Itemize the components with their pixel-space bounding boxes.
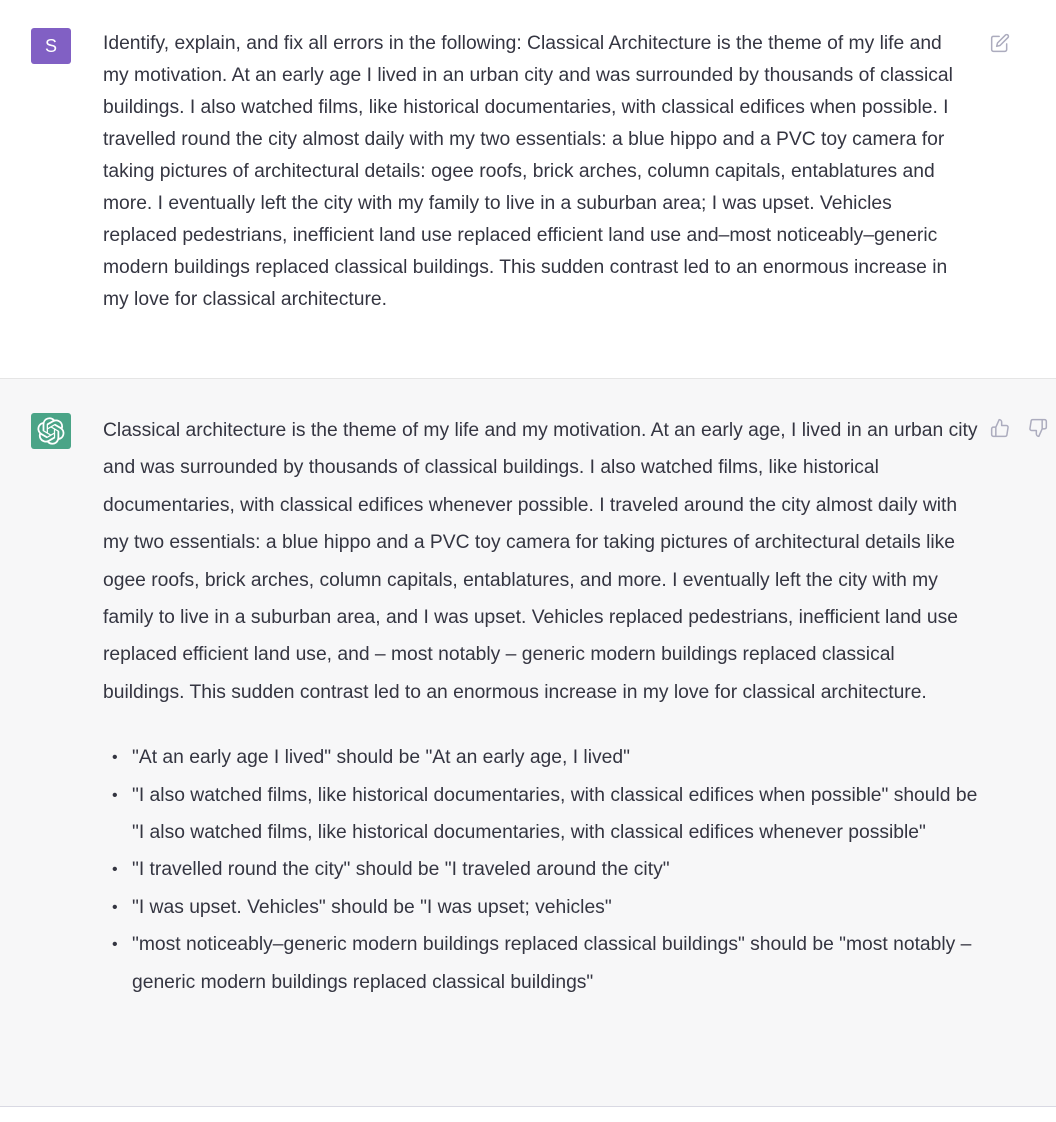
error-list [103,739,978,1001]
assistant-message-body [103,412,978,1001]
user-avatar-letter: S [44,35,57,56]
error-list-item: • "I also watched films, like historical documentaries, with classical edifices when possible" should be "I also watched films, like historical documentaries, with classical edifices whenever possible" [112,784,978,844]
user-avatar [31,28,71,64]
assistant-avatar [31,413,71,449]
corrected-paragraph: Classical architecture is the theme of my life and my motivation. At an early age, I lived in an urban city and was surrounded by thousands of classical buildings. I also watched films, like historical documentaries, with classical edifices whenever possible. I traveled around the city almost daily with my two essentials: a blue hippo and a PVC toy camera for taking pictures of architectural details like ogee roofs, brick arches, column capitals, entablatures, and more. I eventually left the city with my family to live in a suburban area, and I was upset. Vehicles replaced pedestrians, inefficient land use replaced efficient land use, and – most notably – generic modern buildings replaced classical buildings. This sudden contrast led to an enormous increase in my love for classical architecture. [103,420,978,703]
thumbs-down-icon[interactable] [1025,415,1051,441]
error-list-item: • "I was upset. Vehicles" should be "I was upset; vehicles" [112,896,612,918]
thumbs-up-icon[interactable] [987,415,1013,441]
error-list-item: • "At an early age I lived" should be "At an early age, I lived" [112,747,630,769]
edit-icon[interactable] [987,30,1013,56]
user-message-text: Identify, explain, and fix all errors in the following: Classical Architecture is the theme of my life and my motivation. At an early age I lived in an urban city and was surrounded by thousands of classical buildings. I also watched films, like historical documentaries, with classical edifices when possible. I travelled round the city almost daily with my two essentials: a blue hippo and a PVC toy camera for taking pictures of architectural details: ogee roofs, brick arches, column capitals, entablatures and more. I eventually left the city with my family to live in a suburban area; I was upset. Vehicles replaced pedestrians, inefficient land use replaced efficient land use and–most noticeably–generic modern buildings replaced classical buildings. This sudden contrast led to an enormous increase in my love for classical architecture. [103,33,953,310]
assistant-message [0,379,1056,1107]
error-list-item: • "most noticeably–generic modern buildings replaced classical buildings" should be "most notably – generic modern buildings replaced classical buildings" [112,934,972,993]
user-message [0,0,1056,379]
error-list-item: • "I travelled round the city" should be "I traveled around the city" [112,859,670,881]
openai-logo-icon [37,417,65,445]
